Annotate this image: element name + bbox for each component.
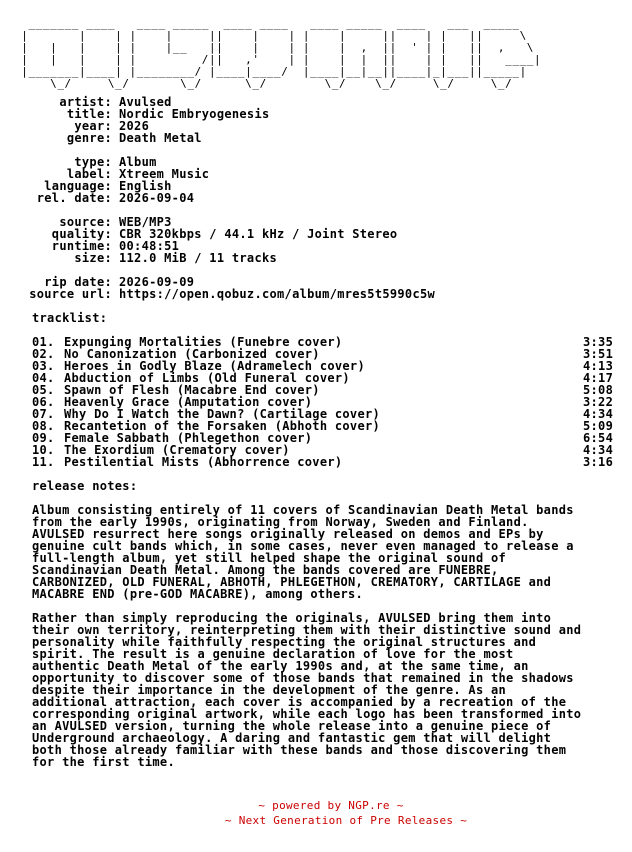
info-value: 112.0 MiB / 11 tracks (119, 251, 278, 265)
track-duration: 4:17 (583, 371, 614, 385)
track-title: Abduction of Limbs (Old Funeral cover) (64, 371, 350, 385)
track-title: Heavenly Grace (Amputation cover) (64, 395, 313, 409)
release-notes-line: both those already familiar with these bands and those discovering them (32, 743, 567, 757)
info-label: runtime: (51, 239, 112, 253)
track-title: Expunging Mortalities (Funebre cover) (64, 335, 343, 349)
release-notes-line: Scandinavian Death Metal. Among the bands covered are FUNEBRE, (32, 563, 499, 577)
info-label: source url: (29, 287, 112, 301)
track-title: Recantetion of the Forsaken (Abhoth cover) (64, 419, 381, 433)
track-number: 08. (32, 419, 55, 433)
info-value: Avulsed (119, 95, 172, 109)
info-value: Death Metal (119, 131, 202, 145)
release-notes-line: opportunity to discover some of those bands that remained in the shadows (32, 671, 574, 685)
info-label: title: (66, 107, 112, 121)
info-label: label: (66, 167, 112, 181)
track-number: 01. (32, 335, 55, 349)
logo-line: | | | | | || | | | | || | | || \ (14, 29, 527, 42)
track-title: Pestilential Mists (Abhorrence cover) (64, 455, 343, 469)
track-title: No Canonization (Carbonized cover) (64, 347, 320, 361)
info-value: 2026-09-04 (119, 191, 195, 205)
release-notes-line: their own territory, reinterpreting them with their distinctive sound and (32, 623, 582, 637)
release-notes-line: CARBONIZED, OLD FUNERAL, ABHOTH, PHLEGETHON, CREMATORY, CARTILAGE and (32, 575, 552, 589)
info-label: artist: (59, 95, 112, 109)
footer-tagline: ~ Next Generation of Pre Releases ~ (224, 814, 468, 827)
track-number: 10. (32, 443, 55, 457)
release-notes-line: for the first time. (32, 755, 175, 769)
track-number: 11. (32, 455, 55, 469)
release-notes-line: MACABRE END (pre-GOD MACABRE), among others. (32, 587, 364, 601)
info-value: 2026 (119, 119, 150, 133)
release-notes-line: AVULSED resurrect here songs originally released on demos and EPs by (32, 527, 544, 541)
release-notes-line: Rather than simply reproducing the originals, AVULSED bring them into (32, 611, 552, 625)
info-label: type: (74, 155, 112, 169)
track-duration: 6:54 (583, 431, 614, 445)
info-value: Xtreem Music (119, 167, 210, 181)
info-value: CBR 320kbps / 44.1 kHz / Joint Stereo (119, 227, 398, 241)
track-duration: 3:51 (583, 347, 614, 361)
release-notes-heading: release notes: (32, 479, 138, 493)
release-notes-line: corresponding original artwork, while each logo has been transformed into (32, 707, 582, 721)
info-label: size: (74, 251, 112, 265)
info-value: Album (119, 155, 157, 169)
track-duration: 5:09 (583, 419, 614, 433)
release-notes-line: personality while faithfully respecting the original structures and (32, 635, 537, 649)
footer-powered-by: ~ powered by NGP.re ~ (258, 799, 404, 812)
logo-line: |_______|____| |________/ |____|____/ |____|__|__||____|_|___||_____| (14, 65, 527, 78)
info-label: quality: (51, 227, 112, 241)
release-notes-line: Album consisting entirely of 11 covers of Scandinavian Death Metal bands (32, 503, 574, 517)
release-notes-line: authentic Death Metal of the early 1990s and, at the same time, an (32, 659, 529, 673)
track-title: The Exordium (Crematory cover) (64, 443, 290, 457)
release-notes-line: from the early 1990s, originating from Norway, Sweden and Finland. (32, 515, 529, 529)
info-value: Nordic Embryogenesis (119, 107, 270, 121)
info-value: 00:48:51 (119, 239, 180, 253)
release-notes-line: despite their importance in the development of the genre. As an (32, 683, 507, 697)
info-label: year: (74, 119, 112, 133)
track-duration: 4:34 (583, 407, 614, 421)
release-notes-line: Underground archaeology. A daring and fantastic gem that will delight (32, 731, 552, 745)
track-duration: 4:13 (583, 359, 614, 373)
info-label: rip date: (44, 275, 112, 289)
info-label: genre: (66, 131, 112, 145)
release-notes-line: an AVULSED version, turning the whole release into a genuine piece of (32, 719, 552, 733)
track-number: 04. (32, 371, 55, 385)
track-number: 09. (32, 431, 55, 445)
info-value: English (119, 179, 172, 193)
track-number: 07. (32, 407, 55, 421)
info-value: WEB/MP3 (119, 215, 172, 229)
tracklist-heading: tracklist: (32, 311, 108, 325)
track-title: Why Do I Watch the Dawn? (Cartilage cover) (64, 407, 381, 421)
logo-line: \_/ \_/ \_/ \_/ \_/ \_/ \_/ \_/ (14, 77, 513, 90)
track-duration: 5:08 (583, 383, 614, 397)
track-title: Female Sabbath (Phlegethon cover) (64, 431, 313, 445)
track-number: 02. (32, 347, 55, 361)
track-duration: 3:35 (583, 335, 614, 349)
track-title: Heroes in Godly Blaze (Adramelech cover) (64, 359, 365, 373)
track-number: 06. (32, 395, 55, 409)
release-notes-line: additional attraction, each cover is accompanied by a recreation of the (32, 695, 567, 709)
info-value: 2026-09-09 (119, 275, 195, 289)
logo-line: _______ ____ ____ _____ ____ ____ ____ _____ ____ ___ _____ (14, 17, 520, 30)
release-notes-line: spirit. The result is a genuine declaration of love for the most (32, 647, 514, 661)
info-label: source: (59, 215, 112, 229)
logo-line: | | | | | /|| ,' | | | | || | | || ____| (14, 53, 542, 66)
logo-line: | | | | | |__ || | | | | , || ' | | || , \ (14, 41, 535, 54)
release-notes-line: full-length album, yet still helped shape the original sound of (32, 551, 507, 565)
info-label: rel. date: (36, 191, 112, 205)
track-title: Spawn of Flesh (Macabre End cover) (64, 383, 320, 397)
track-number: 03. (32, 359, 55, 373)
track-duration: 3:22 (583, 395, 614, 409)
info-label: language: (44, 179, 112, 193)
info-value: https://open.qobuz.com/album/mres5t5990c5w (119, 287, 436, 301)
track-duration: 4:34 (583, 443, 614, 457)
track-duration: 3:16 (583, 455, 614, 469)
release-notes-line: genuine cult bands which, in some cases, never even managed to release a (32, 539, 574, 553)
track-number: 05. (32, 383, 55, 397)
